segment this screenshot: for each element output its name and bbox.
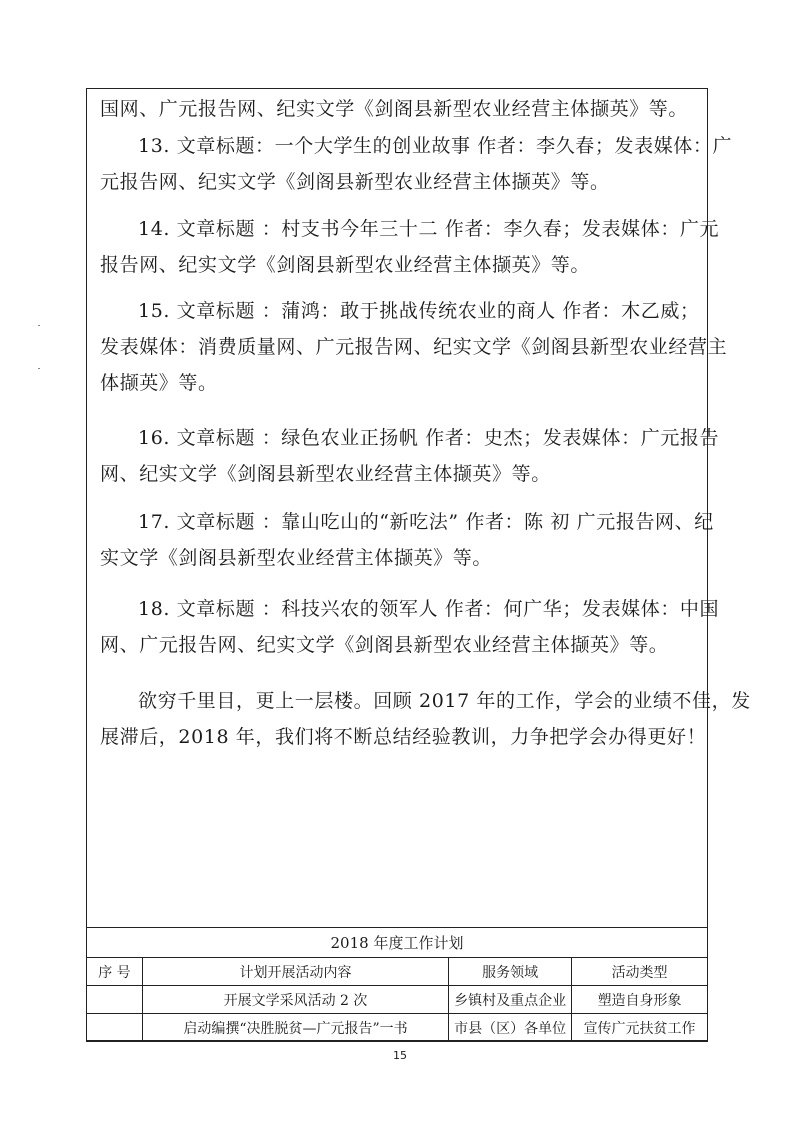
work-plan-table (86, 927, 708, 1042)
table-row (87, 1014, 708, 1042)
text-line: 国网、广元报告网、纪实文学《剑阁县新型农业经营主体撷英》等。 (100, 98, 689, 120)
table-title: 2018 年度工作计划 (87, 928, 708, 958)
text-line: 报告网、纪实文学《剑阁县新型农业经营主体撷英》等。 (100, 254, 591, 276)
table-cell: 启动编撰“决胜脱贫—广元报告”一书 (142, 1014, 448, 1042)
page-number: 15 (393, 1049, 407, 1062)
text-line: 实文学《剑阁县新型农业经营主体撷英》等。 (100, 547, 493, 569)
text-line: 网、纪实文学《剑阁县新型农业经营主体撷英》等。 (100, 463, 551, 485)
column-header: 服务领域 (449, 958, 572, 986)
text-line: 网、广元报告网、纪实文学《剑阁县新型农业经营主体撷英》等。 (100, 634, 669, 656)
column-header: 计划开展活动内容 (142, 958, 448, 986)
table-cell: 开展文学采风活动 2 次 (142, 986, 448, 1014)
text-line: 13. 文章标题：一个大学生的创业故事 作者：李久春；发表媒体：广 (138, 135, 733, 157)
text-line: 元报告网、纪实文学《剑阁县新型农业经营主体撷英》等。 (100, 171, 610, 193)
table-cell: 市县（区）各单位 (449, 1014, 572, 1042)
text-line: 16. 文章标题 ：绿色农业正扬帆 作者：史杰；发表媒体：广元报告 (138, 427, 720, 449)
table-cell (87, 1014, 143, 1042)
scan-speck (38, 368, 40, 369)
table-cell: 塑造自身形象 (572, 986, 708, 1014)
article-item-16 (100, 420, 720, 492)
closing-paragraph (100, 683, 751, 755)
text-line: 欲穷千里目，更上一层楼。回顾 2017 年的工作，学会的业绩不佳，发 (138, 690, 751, 712)
text-line: 18. 文章标题 ：科技兴农的领军人 作者：何广华；发表媒体：中国 (138, 598, 720, 620)
article-item-17 (100, 504, 714, 576)
scan-speck (38, 325, 40, 326)
article-item-18 (100, 591, 720, 663)
table-cell (87, 986, 143, 1014)
article-item-13 (100, 128, 733, 200)
column-header: 活动类型 (572, 958, 708, 986)
article-item-15 (100, 293, 728, 401)
text-line: 15. 文章标题 ：蒲鸿：敢于挑战传统农业的商人 作者：木乙威； (138, 300, 700, 322)
text-line: 展滞后，2018 年，我们将不断总结经验教训，力争把学会办得更好！ (100, 726, 707, 748)
table-header-row (87, 958, 708, 986)
text-line: 体撷英》等。 (100, 372, 218, 394)
text-line: 14. 文章标题 ：村支书今年三十二 作者：李久春；发表媒体：广元 (138, 218, 720, 240)
text-line: 发表媒体：消费质量网、广元报告网、纪实文学《剑阁县新型农业经营主 (100, 336, 728, 358)
table-title-row (87, 928, 708, 958)
table-row (87, 986, 708, 1014)
continuation-paragraph (100, 91, 704, 127)
table-cell: 乡镇村及重点企业 (449, 986, 572, 1014)
text-line: 17. 文章标题 ：靠山吃山的“新吃法” 作者：陈 初 广元报告网、纪 (138, 511, 714, 533)
column-header: 序 号 (87, 958, 143, 986)
article-item-14 (100, 211, 720, 283)
table-cell: 宣传广元扶贫工作 (572, 1014, 708, 1042)
